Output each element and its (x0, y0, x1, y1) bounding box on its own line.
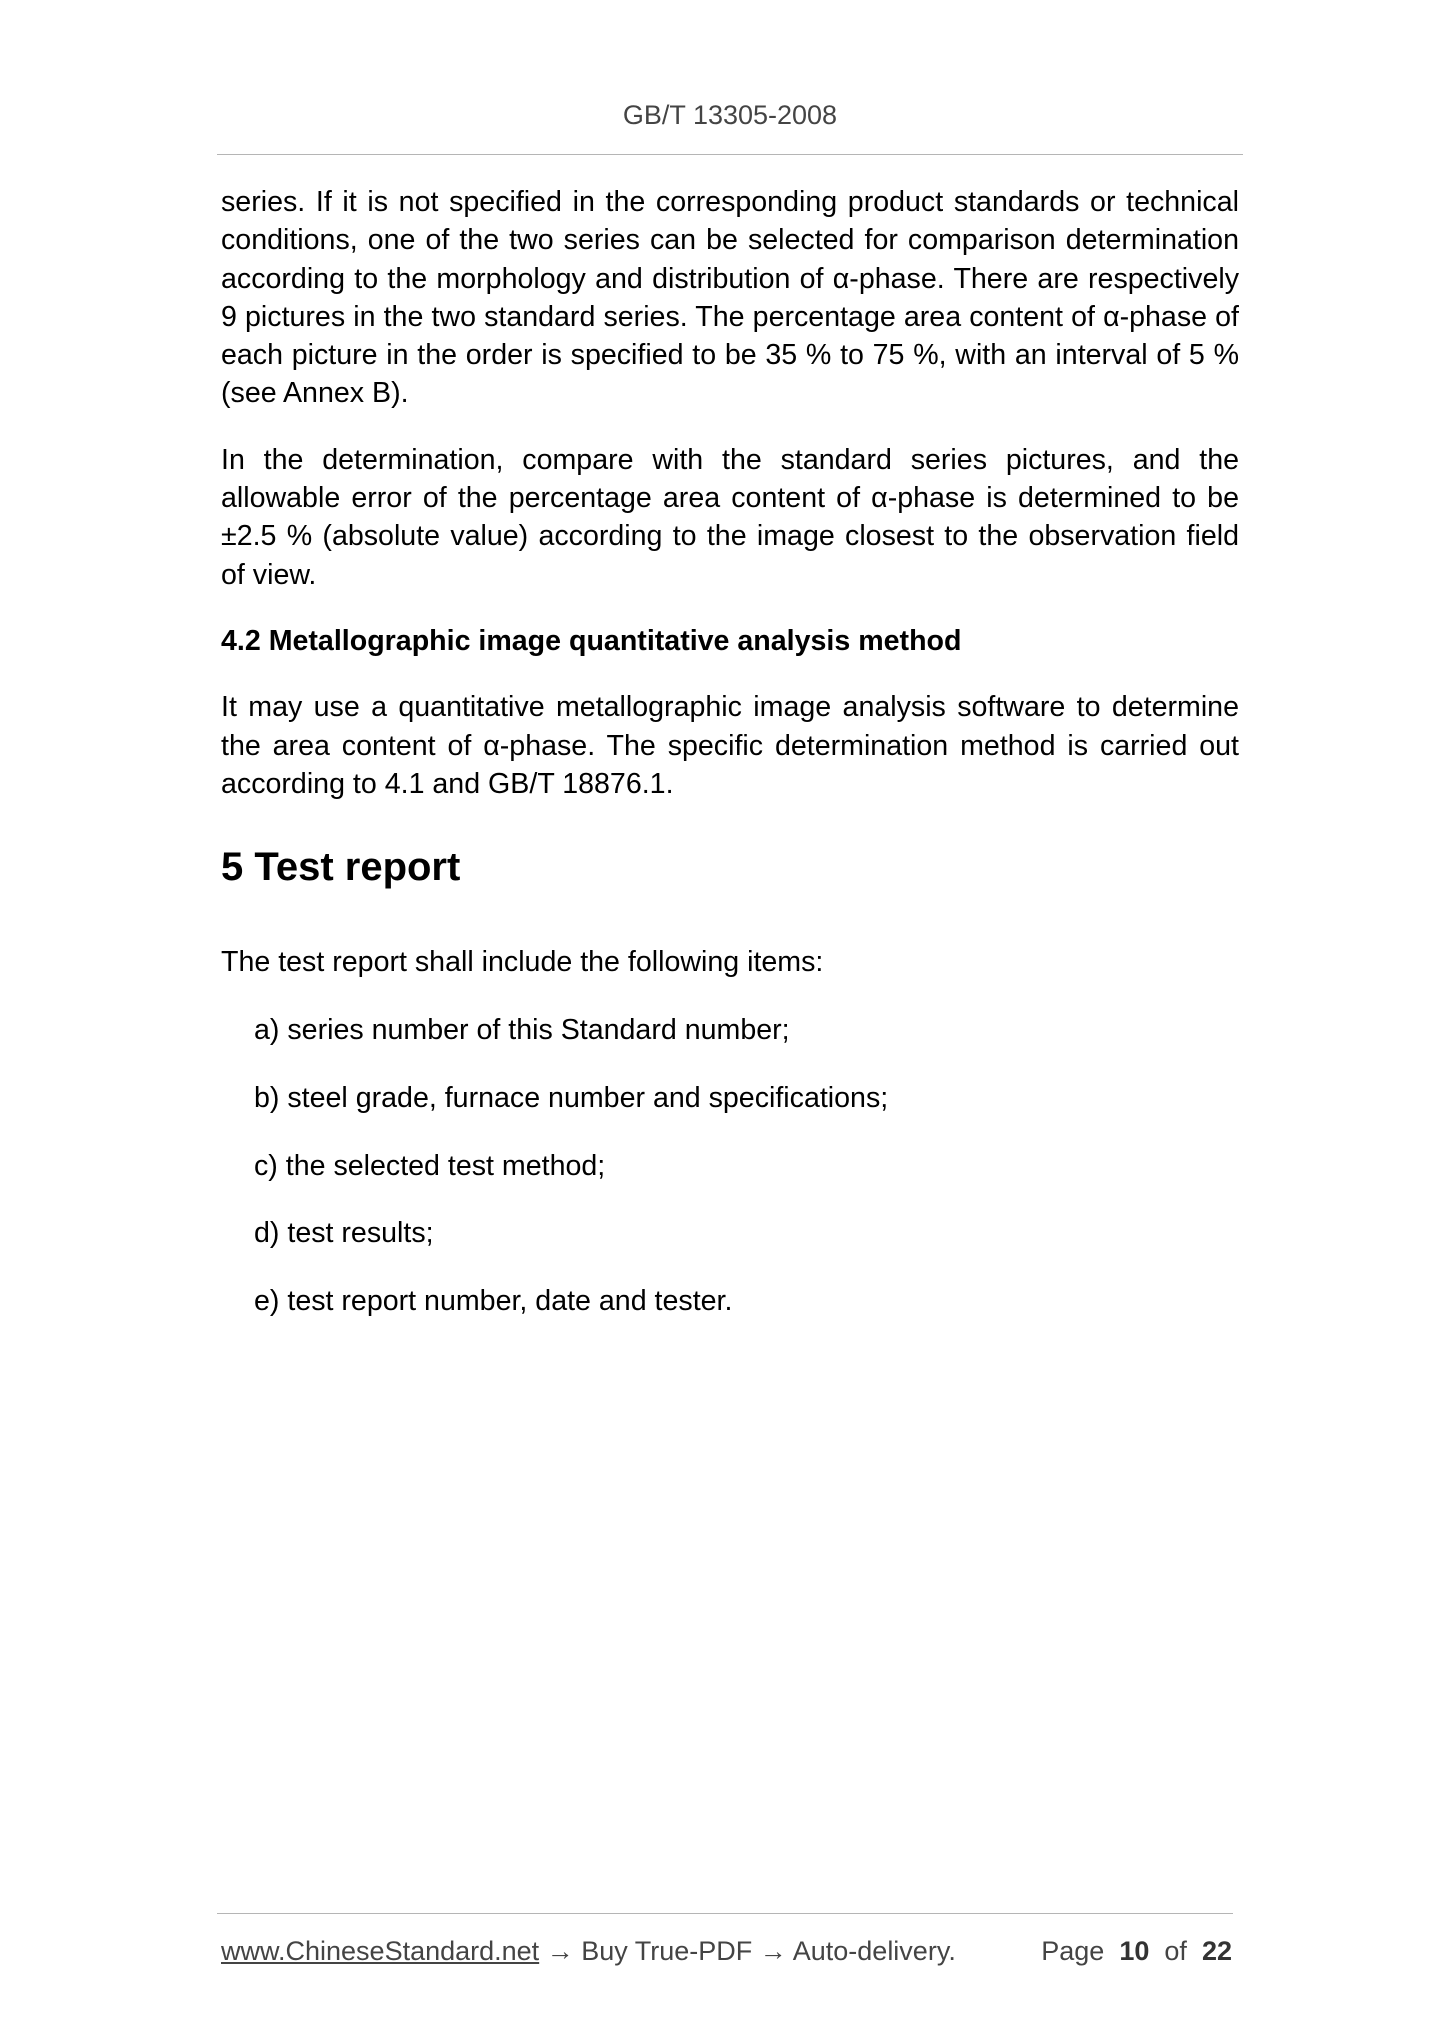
list-item: c) the selected test method; (254, 1149, 606, 1182)
page-of-label: of (1164, 1936, 1187, 1966)
paragraph-series: series. If it is not specified in the corresponding product standards or technical conditions, one of the two series can be selected for comparison determination according to the morphology and distribution of α-phase. There are respectively 9 pictures in the two standard series. The percentage area content of α-phase of each picture in the order is specified to be 35 % to 75 %, with an interval of 5 % (see Annex B). (221, 186, 1239, 410)
page-label: Page (1041, 1936, 1105, 1966)
list-item: e) test report number, date and tester. (254, 1285, 733, 1318)
page-indicator (1041, 1936, 1232, 1967)
subsection-title: 4.2 Metallographic image quantitative analysis method (221, 624, 962, 657)
page-header: GB/T 13305-2008 (622, 100, 838, 130)
footer-tagline: → Buy True-PDF → Auto-delivery. (539, 1936, 956, 1966)
list-item: b) steel grade, furnace number and specifications; (254, 1081, 889, 1114)
page-total: 22 (1201, 1936, 1232, 1966)
footer-divider (217, 1913, 1233, 1914)
report-items-list (221, 1011, 1239, 1320)
list-item: d) test results; (254, 1217, 434, 1250)
section-intro: The test report shall include the following items: (221, 946, 824, 979)
site-link[interactable]: www.ChineseStandard.net (221, 1936, 540, 1966)
subsection-paragraph: It may use a quantitative metallographic image analysis software to determine the area content of α-phase. The specific determination method is carried out according to 4.1 and GB/T 18876.1. (221, 691, 1239, 800)
page-current: 10 (1119, 1936, 1150, 1966)
list-item: a) series number of this Standard number; (254, 1013, 790, 1046)
section-title: 5 Test report (221, 845, 461, 890)
header-divider (217, 154, 1243, 155)
footer-promo (221, 1936, 956, 1967)
paragraph-determination: In the determination, compare with the standard series pictures, and the allowable error of the percentage area content of α-phase is determined to be ±2.5 % (absolute value) according to the image closest to the observation field of view. (221, 443, 1239, 591)
page-content (221, 183, 1239, 1350)
